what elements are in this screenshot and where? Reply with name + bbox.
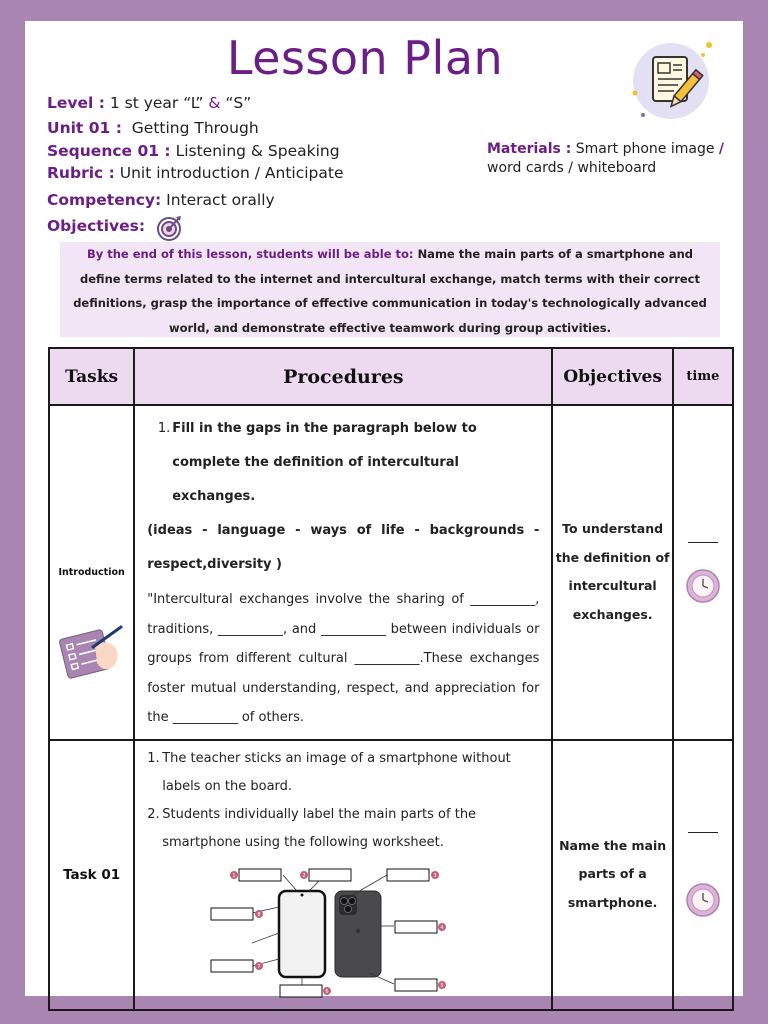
smartphone-diagram: [209, 863, 459, 1003]
diagram-number: 6: [325, 988, 329, 995]
competency-line: [47, 191, 275, 209]
lesson-table: [48, 347, 734, 1011]
document-pencil-icon: [631, 41, 715, 125]
task01-time: [673, 740, 733, 1010]
diagram-number: 2: [302, 872, 306, 879]
page-title: Lesson Plan: [226, 31, 504, 85]
objectives-label: Objectives:: [47, 217, 146, 235]
diagram-number: 3: [433, 872, 437, 879]
level-line: [47, 94, 251, 112]
materials-value-a: Smart phone image: [575, 141, 715, 157]
diagram-number: 1: [232, 872, 236, 879]
table-header-row: [49, 348, 733, 405]
level-value-s: “S”: [225, 94, 252, 112]
target-icon: [156, 215, 182, 241]
level-value-l: 1 st year “L”: [109, 94, 204, 112]
materials-label: Materials :: [487, 141, 572, 157]
sequence-line: [47, 142, 340, 160]
sequence-value: Listening & Speaking: [175, 142, 340, 160]
step-text: Students individually label the main parts of the smartphone using the following worksheet.: [162, 806, 477, 850]
task01-step-2: 2. Students individually label the main parts of the smartphone using the following worksheet.: [147, 801, 539, 857]
step-number: 1.: [157, 421, 171, 436]
word-bank: (ideas - language - ways of life - backgrounds - respect,diversity ): [147, 523, 540, 572]
gap-fill-paragraph: "Intercultural exchanges involve the sharing of __________, traditions, __________, and __________ between individuals or groups from different cultural __________.These exchanges foster mutual understanding, respect, and appreciation for the __________ of others.: [147, 592, 540, 725]
unit-label: Unit 01 :: [47, 119, 122, 137]
objectives-lead: By the end of this lesson, students will be able to:: [86, 247, 414, 261]
introduction-procedure: [134, 405, 552, 740]
introduction-time: [673, 405, 733, 740]
objectives-text: Name the main parts of a smartphone and define terms related to the internet and intercultural exchange, match terms with their correct definitions, grasp the importance of effective communication in today's technologically advanced world, and demonstrate effective teamwork during group activities.: [73, 247, 707, 335]
diagram-number: 7: [257, 963, 261, 970]
materials-value-b: word cards / whiteboard: [487, 160, 657, 176]
level-ampersand: &: [208, 94, 221, 112]
step-text: Fill in the gaps in the paragraph below to complete the definition of intercultural exchanges.: [172, 421, 477, 504]
clock-icon: [686, 883, 720, 917]
task01-objective: Name the main parts of a smartphone.: [552, 740, 672, 1010]
objectives-line: [47, 217, 145, 235]
task-label: Task 01: [63, 866, 121, 883]
step-1: [147, 412, 539, 514]
unit-value: Getting Through: [131, 119, 259, 137]
diagram-number: 5: [440, 982, 444, 989]
header-tasks: Tasks: [49, 348, 134, 405]
lesson-plan-page: [25, 21, 743, 996]
time-blank: [688, 832, 718, 833]
checklist-icon: [59, 621, 125, 679]
task01-step-1: 1. The teacher sticks an image of a smartphone without labels on the board.: [147, 745, 539, 801]
diagram-number: 8: [257, 911, 261, 918]
clock-icon: [686, 569, 720, 603]
sequence-label: Sequence 01 :: [47, 142, 171, 160]
table-row: [49, 740, 733, 1010]
competency-value: Interact orally: [166, 191, 275, 209]
rubric-line: [47, 164, 344, 182]
diagram-number: 4: [440, 924, 444, 931]
introduction-cell: [49, 405, 134, 740]
materials-block: [487, 140, 732, 178]
header-objectives: Objectives: [552, 348, 672, 405]
competency-label: Competency:: [47, 191, 162, 209]
table-row: [49, 405, 733, 740]
level-label: Level :: [47, 94, 105, 112]
step-text: The teacher sticks an image of a smartphone without labels on the board.: [162, 750, 511, 794]
task01-cell: [49, 740, 134, 1010]
task-label: Introduction: [58, 566, 125, 578]
header-procedures: Procedures: [134, 348, 552, 405]
header-time: time: [673, 348, 733, 405]
rubric-label: Rubric :: [47, 164, 115, 182]
unit-line: [47, 119, 259, 137]
objectives-box: [60, 242, 720, 337]
time-blank: [688, 542, 718, 543]
task01-procedure: [134, 740, 552, 1010]
rubric-value: Unit introduction / Anticipate: [119, 164, 344, 182]
materials-slash: /: [718, 141, 725, 157]
introduction-objective: To understand the definition of intercultural exchanges.: [552, 405, 672, 740]
